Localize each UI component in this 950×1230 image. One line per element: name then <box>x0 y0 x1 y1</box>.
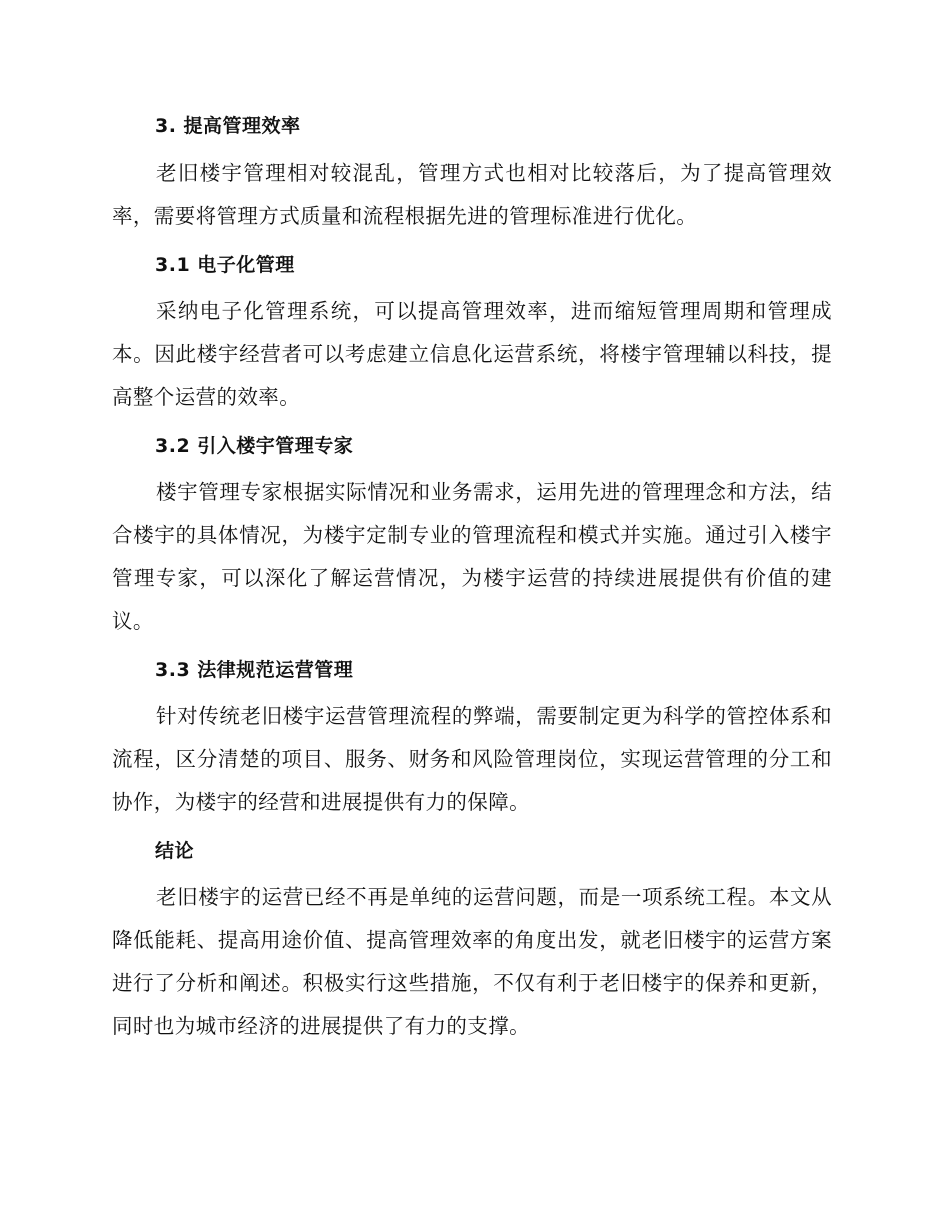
section-paragraph-3-1: 采纳电子化管理系统，可以提高管理效率，进而缩短管理周期和管理成本。因此楼宇经营者可以考虑建立信息化运营系统，将楼宇管理辅以科技，提高整个运营的效率。 <box>112 299 832 409</box>
section-paragraph-3-2: 楼宇管理专家根据实际情况和业务需求，运用先进的管理理念和方法，结合楼宇的具体情况，为楼宇定制专业的管理流程和模式并实施。通过引入楼宇管理专家，可以深化了解运营情况，为楼宇运营的持续进展提供有价值的建议。 <box>112 480 832 633</box>
document-page <box>112 110 832 1048</box>
conclusion-paragraph: 老旧楼宇的运营已经不再是单纯的运营问题，而是一项系统工程。本文从降低能耗、提高用途价值、提高管理效率的角度出发，就老旧楼宇的运营方案进行了分析和阐述。积极实行这些措施，不仅有利于老旧楼宇的保养和更新，同时也为城市经济的进展提供了有力的支撑。 <box>112 885 832 1038</box>
section-heading-3-1: 3.1 电子化管理 <box>155 254 295 276</box>
section-heading-3-3: 3.3 法律规范运营管理 <box>155 659 354 681</box>
section-heading-3: 3. 提高管理效率 <box>155 115 301 137</box>
conclusion-heading: 结论 <box>155 840 195 862</box>
section-heading-3-2: 3.2 引入楼宇管理专家 <box>155 435 354 457</box>
section-paragraph-3: 老旧楼宇管理相对较混乱，管理方式也相对比较落后，为了提高管理效率，需要将管理方式质量和流程根据先进的管理标准进行优化。 <box>112 161 832 228</box>
section-paragraph-3-3: 针对传统老旧楼宇运营管理流程的弊端，需要制定更为科学的管控体系和流程，区分清楚的项目、服务、财务和风险管理岗位，实现运营管理的分工和协作，为楼宇的经营和进展提供有力的保障。 <box>112 704 832 814</box>
